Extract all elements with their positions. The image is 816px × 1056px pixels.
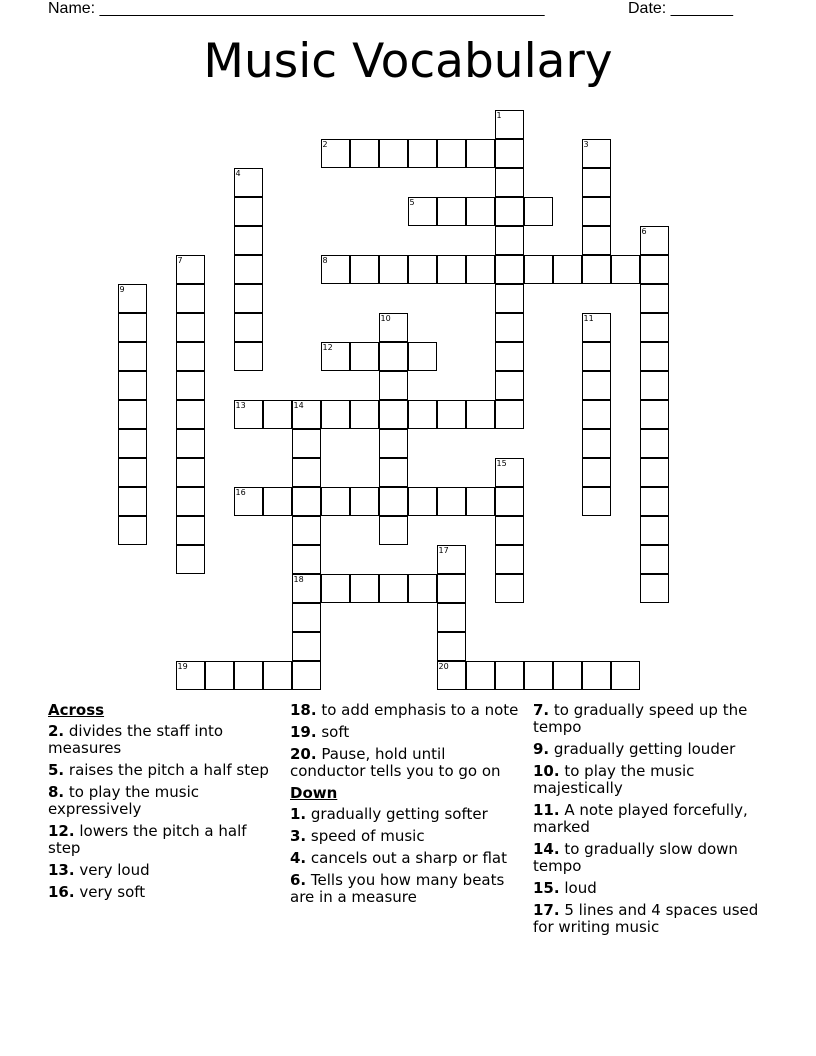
grid-cell[interactable] [437, 632, 466, 661]
grid-cell[interactable] [350, 139, 379, 168]
grid-cell[interactable] [495, 313, 524, 342]
grid-cell[interactable] [640, 371, 669, 400]
grid-cell[interactable] [176, 313, 205, 342]
clue-number-10: 10 [380, 314, 391, 323]
grid-cell[interactable] [582, 661, 611, 690]
date-label: Date: [628, 0, 671, 17]
grid-cell[interactable] [582, 168, 611, 197]
grid-cell[interactable] [640, 342, 669, 371]
grid-cell[interactable] [379, 342, 408, 371]
grid-cell[interactable] [466, 197, 495, 226]
clue-number-19: 19 [177, 662, 188, 671]
across-heading: Across [48, 701, 105, 719]
grid-cell[interactable] [292, 429, 321, 458]
clue-number-2: 2 [322, 140, 328, 149]
clue-down-11: 11. A note played forcefully, marked [533, 801, 748, 836]
grid-cell[interactable] [350, 255, 379, 284]
grid-cell[interactable] [292, 545, 321, 574]
clue-number-17: 17 [438, 546, 449, 555]
grid-cell[interactable] [437, 661, 466, 690]
grid-cell[interactable] [495, 574, 524, 603]
grid-cell[interactable] [495, 110, 524, 139]
clue-down-9: 9. gradually getting louder [533, 740, 736, 758]
grid-cell[interactable] [234, 400, 263, 429]
grid-cell[interactable] [495, 545, 524, 574]
grid-cell[interactable] [553, 661, 582, 690]
clue-across-20: 20. Pause, hold until conductor tells you to go on [290, 745, 501, 780]
clue-across-8: 8. to play the music expressively [48, 783, 199, 818]
grid-cell[interactable] [582, 400, 611, 429]
grid-cell[interactable] [263, 661, 292, 690]
grid-cell[interactable] [176, 371, 205, 400]
clue-down-3: 3. speed of music [290, 827, 425, 845]
grid-cell[interactable] [118, 516, 147, 545]
grid-cell[interactable] [292, 458, 321, 487]
grid-cell[interactable] [379, 400, 408, 429]
grid-cell[interactable] [437, 574, 466, 603]
grid-cell[interactable] [234, 168, 263, 197]
grid-cell[interactable] [118, 400, 147, 429]
grid-cell[interactable] [466, 487, 495, 516]
grid-cell[interactable] [292, 574, 321, 603]
grid-cell[interactable] [176, 661, 205, 690]
grid-cell[interactable] [292, 487, 321, 516]
grid-cell[interactable] [495, 284, 524, 313]
grid-cell[interactable] [118, 458, 147, 487]
clue-number-14: 14 [293, 401, 304, 410]
grid-cell[interactable] [640, 284, 669, 313]
grid-cell[interactable] [234, 661, 263, 690]
grid-cell[interactable] [582, 429, 611, 458]
name-line: __________________________________________________ [99, 0, 545, 17]
grid-cell[interactable] [553, 255, 582, 284]
clue-down-17: 17. 5 lines and 4 spaces used for writing music [533, 901, 759, 936]
grid-cell[interactable] [321, 255, 350, 284]
grid-cell[interactable] [437, 545, 466, 574]
grid-cell[interactable] [234, 226, 263, 255]
clue-number-13: 13 [235, 401, 246, 410]
grid-cell[interactable] [582, 458, 611, 487]
grid-cell[interactable] [176, 516, 205, 545]
grid-cell[interactable] [640, 516, 669, 545]
grid-cell[interactable] [582, 342, 611, 371]
grid-cell[interactable] [495, 400, 524, 429]
grid-cell[interactable] [495, 516, 524, 545]
clue-down-6: 6. Tells you how many beats are in a measure [290, 871, 505, 906]
grid-cell[interactable] [118, 371, 147, 400]
grid-cell[interactable] [205, 661, 234, 690]
grid-cell[interactable] [495, 458, 524, 487]
grid-cell[interactable] [321, 574, 350, 603]
clue-across-2: 2. divides the staff into measures [48, 722, 224, 757]
grid-cell[interactable] [350, 487, 379, 516]
grid-cell[interactable] [495, 197, 524, 226]
grid-cell[interactable] [582, 139, 611, 168]
clue-number-15: 15 [496, 459, 507, 468]
grid-cell[interactable] [176, 400, 205, 429]
clue-across-12: 12. lowers the pitch a half step [48, 822, 247, 857]
grid-cell[interactable] [495, 226, 524, 255]
grid-cell[interactable] [495, 342, 524, 371]
down-heading: Down [290, 784, 338, 802]
grid-cell[interactable] [466, 661, 495, 690]
clue-across-19: 19. soft [290, 723, 350, 741]
grid-cell[interactable] [640, 226, 669, 255]
grid-cell[interactable] [640, 458, 669, 487]
grid-cell[interactable] [379, 255, 408, 284]
clue-number-7: 7 [177, 256, 183, 265]
grid-cell[interactable] [176, 429, 205, 458]
clue-down-7: 7. to gradually speed up the tempo [533, 701, 748, 736]
grid-cell[interactable] [408, 197, 437, 226]
grid-cell[interactable] [118, 487, 147, 516]
clue-number-1: 1 [496, 111, 502, 120]
grid-cell[interactable] [611, 255, 640, 284]
grid-cell[interactable] [321, 139, 350, 168]
grid-cell[interactable] [437, 487, 466, 516]
clue-across-18: 18. to add emphasis to a note [290, 701, 519, 719]
grid-cell[interactable] [408, 139, 437, 168]
grid-cell[interactable] [234, 255, 263, 284]
grid-cell[interactable] [350, 400, 379, 429]
clue-number-18: 18 [293, 575, 304, 584]
grid-cell[interactable] [582, 371, 611, 400]
grid-cell[interactable] [379, 139, 408, 168]
grid-cell[interactable] [379, 516, 408, 545]
grid-cell[interactable] [176, 284, 205, 313]
grid-cell[interactable] [640, 574, 669, 603]
grid-cell[interactable] [640, 429, 669, 458]
grid-cell[interactable] [437, 603, 466, 632]
grid-cell[interactable] [640, 313, 669, 342]
grid-cell[interactable] [118, 342, 147, 371]
clue-number-20: 20 [438, 662, 449, 671]
clue-down-14: 14. to gradually slow down tempo [533, 840, 738, 875]
grid-cell[interactable] [350, 342, 379, 371]
grid-cell[interactable] [437, 255, 466, 284]
grid-cell[interactable] [495, 661, 524, 690]
grid-cell[interactable] [640, 255, 669, 284]
grid-cell[interactable] [176, 458, 205, 487]
clue-number-11: 11 [583, 314, 594, 323]
clue-down-4: 4. cancels out a sharp or flat [290, 849, 507, 867]
grid-cell[interactable] [582, 487, 611, 516]
grid-cell[interactable] [466, 139, 495, 168]
grid-cell[interactable] [118, 429, 147, 458]
grid-cell[interactable] [466, 400, 495, 429]
grid-cell[interactable] [234, 284, 263, 313]
grid-cell[interactable] [495, 371, 524, 400]
grid-cell[interactable] [234, 342, 263, 371]
grid-cell[interactable] [263, 400, 292, 429]
grid-cell[interactable] [582, 255, 611, 284]
grid-cell[interactable] [321, 487, 350, 516]
grid-cell[interactable] [118, 284, 147, 313]
grid-cell[interactable] [379, 487, 408, 516]
clue-number-16: 16 [235, 488, 246, 497]
clues-column-2 [290, 702, 525, 911]
page-title: Music Vocabulary [203, 34, 613, 89]
grid-cell[interactable] [350, 574, 379, 603]
grid-cell[interactable] [495, 168, 524, 197]
grid-cell[interactable] [292, 603, 321, 632]
grid-cell[interactable] [582, 226, 611, 255]
clues-column-3 [533, 702, 768, 941]
grid-cell[interactable] [640, 487, 669, 516]
clue-across-13: 13. very loud [48, 861, 150, 879]
clue-number-8: 8 [322, 256, 328, 265]
grid-cell[interactable] [321, 342, 350, 371]
grid-cell[interactable] [611, 661, 640, 690]
clue-across-5: 5. raises the pitch a half step [48, 761, 269, 779]
clue-across-16: 16. very soft [48, 883, 146, 901]
grid-cell[interactable] [495, 255, 524, 284]
grid-cell[interactable] [379, 371, 408, 400]
grid-cell[interactable] [524, 661, 553, 690]
grid-cell[interactable] [292, 400, 321, 429]
grid-cell[interactable] [321, 400, 350, 429]
grid-cell[interactable] [408, 574, 437, 603]
clues-column-1 [48, 702, 278, 906]
grid-cell[interactable] [437, 197, 466, 226]
grid-cell[interactable] [176, 342, 205, 371]
clue-number-6: 6 [641, 227, 647, 236]
grid-cell[interactable] [495, 139, 524, 168]
clue-number-12: 12 [322, 343, 333, 352]
grid-cell[interactable] [176, 487, 205, 516]
grid-cell[interactable] [176, 545, 205, 574]
grid-cell[interactable] [263, 487, 292, 516]
clue-down-1: 1. gradually getting softer [290, 805, 488, 823]
date-line: _______ [670, 0, 733, 17]
grid-cell[interactable] [582, 313, 611, 342]
grid-cell[interactable] [234, 313, 263, 342]
grid-cell[interactable] [640, 545, 669, 574]
grid-cell[interactable] [379, 458, 408, 487]
grid-cell[interactable] [292, 632, 321, 661]
grid-cell[interactable] [524, 197, 553, 226]
grid-cell[interactable] [437, 400, 466, 429]
clue-number-3: 3 [583, 140, 589, 149]
grid-cell[interactable] [582, 197, 611, 226]
grid-cell[interactable] [408, 342, 437, 371]
grid-cell[interactable] [379, 313, 408, 342]
clue-number-5: 5 [409, 198, 415, 207]
clue-number-9: 9 [119, 285, 125, 294]
grid-cell[interactable] [292, 516, 321, 545]
grid-cell[interactable] [495, 487, 524, 516]
grid-cell[interactable] [408, 255, 437, 284]
grid-cell[interactable] [234, 487, 263, 516]
grid-cell[interactable] [292, 661, 321, 690]
grid-cell[interactable] [379, 574, 408, 603]
grid-cell[interactable] [234, 197, 263, 226]
clue-down-15: 15. loud [533, 879, 597, 897]
grid-cell[interactable] [466, 255, 495, 284]
grid-cell[interactable] [408, 487, 437, 516]
grid-cell[interactable] [176, 255, 205, 284]
clue-down-10: 10. to play the music majestically [533, 762, 695, 797]
clue-number-4: 4 [235, 169, 241, 178]
grid-cell[interactable] [524, 255, 553, 284]
grid-cell[interactable] [118, 313, 147, 342]
grid-cell[interactable] [408, 400, 437, 429]
grid-cell[interactable] [379, 429, 408, 458]
grid-cell[interactable] [437, 139, 466, 168]
name-label: Name: [48, 0, 100, 17]
grid-cell[interactable] [640, 400, 669, 429]
